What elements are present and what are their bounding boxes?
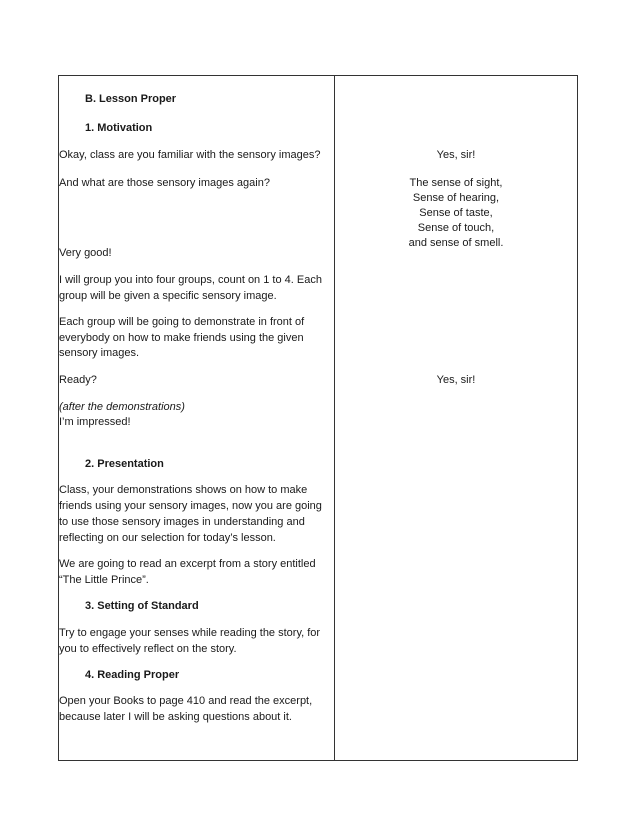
standard-heading: 3. Setting of Standard <box>85 600 199 612</box>
presentation-line-2: friends using your sensory images, now you are going <box>59 500 322 512</box>
teacher-praise: Very good! <box>59 247 112 259</box>
reading-intro-line-1: We are going to read an excerpt from a story entitled <box>59 558 316 570</box>
teacher-question-2: And what are those sensory images again? <box>59 177 270 189</box>
reading-proper-line-2: because later I will be asking questions about it. <box>59 711 292 723</box>
senses-item: The sense of sight, <box>409 177 503 189</box>
demo-line-3: sensory images. <box>59 347 140 359</box>
grouping-line-2: group will be given a specific sensory image. <box>59 290 277 302</box>
senses-item: and sense of smell. <box>408 237 504 249</box>
demo-line-2: everybody on how to make friends using the given <box>59 332 304 344</box>
motivation-heading: 1. Motivation <box>85 122 153 134</box>
reading-intro-line-2: “The Little Prince”. <box>59 574 149 586</box>
senses-item: Sense of touch, <box>417 222 495 234</box>
standard-line-2: you to effectively reflect on the story. <box>59 643 237 655</box>
senses-item: Sense of taste, <box>419 207 493 219</box>
senses-item: Sense of hearing, <box>412 192 500 204</box>
grouping-line-1: I will group you into four groups, count on 1 to 4. Each <box>59 274 322 286</box>
presentation-heading: 2. Presentation <box>85 458 164 470</box>
presentation-line-4: reflecting on our selection for today’s lesson. <box>59 532 276 544</box>
student-column <box>335 76 577 760</box>
student-answer-2: Yes, sir! <box>436 374 476 386</box>
standard-line-1: Try to engage your senses while reading the story, for <box>59 627 321 639</box>
presentation-line-1: Class, your demonstrations shows on how to make <box>59 484 308 496</box>
teacher-question-1: Okay, class are you familiar with the sensory images? <box>59 149 321 161</box>
reading-proper-line-1: Open your Books to page 410 and read the excerpt, <box>59 695 313 707</box>
demo-line-1: Each group will be going to demonstrate in front of <box>59 316 305 328</box>
student-answer-1: Yes, sir! <box>436 149 476 161</box>
reading-proper-heading: 4. Reading Proper <box>85 669 180 681</box>
section-heading: B. Lesson Proper <box>85 93 177 105</box>
teacher-column <box>59 76 335 760</box>
presentation-line-3: to use those sensory images in understanding and <box>59 516 305 528</box>
ready-question: Ready? <box>59 374 97 386</box>
impressed-remark: I’m impressed! <box>59 416 131 428</box>
lesson-table <box>58 75 578 761</box>
after-demo-note: (after the demonstrations) <box>59 401 185 413</box>
